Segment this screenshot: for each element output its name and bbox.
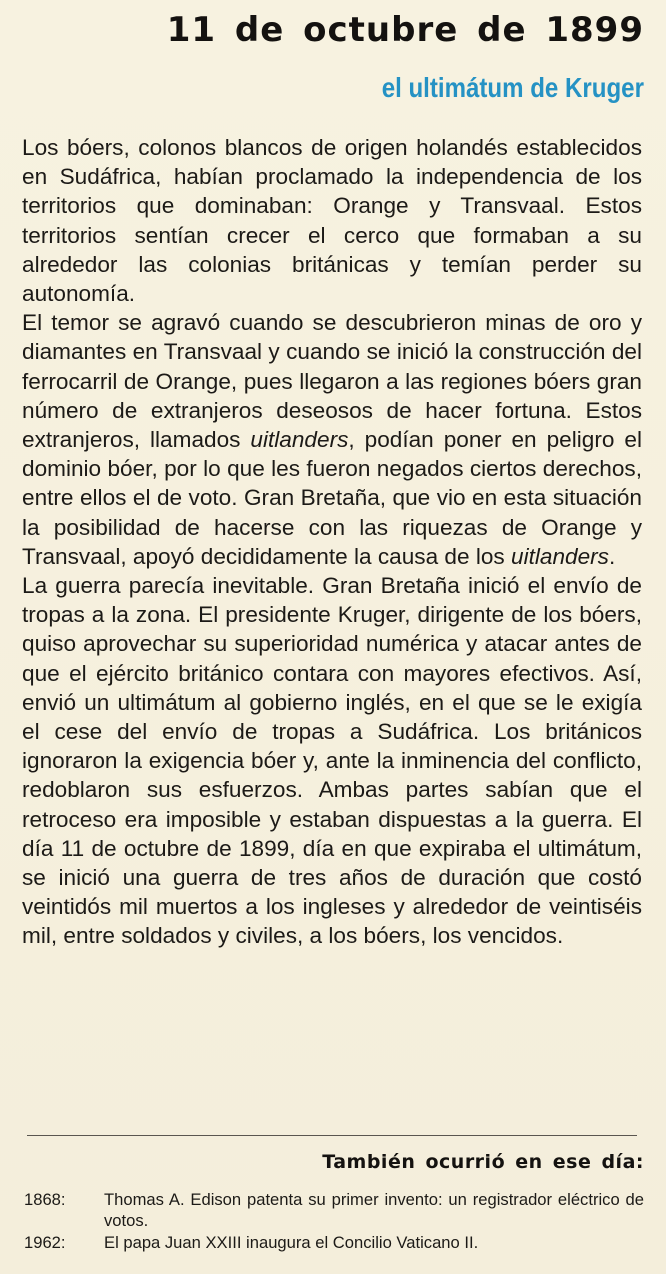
event-text: Thomas A. Edison patenta su primer invento: un registrador eléctrico de votos. <box>104 1190 644 1230</box>
article-body <box>22 133 642 951</box>
article-subtitle: el ultimátum de Kruger <box>381 72 644 103</box>
event-year: 1868: <box>24 1190 66 1209</box>
term-uitlanders: uitlanders <box>250 427 349 453</box>
section-divider <box>27 1135 637 1136</box>
paragraph-1: Los bóers, colonos blancos de origen holandés establecidos en Sudáfrica, habían proclamado la independencia de los territorios que dominaban: Orange y Transvaal. Estos territorios sentían crecer el cerco que formaban a su alrededor las colonias británicas y temían perder su autonomía. <box>22 135 642 307</box>
date-title: 11 de octubre de 1899 <box>166 10 644 50</box>
event-text: El papa Juan XXIII inaugura el Concilio Vaticano II. <box>104 1233 479 1252</box>
paragraph-2: El temor se agravó cuando se descubrieron minas de oro y diamantes en Transvaal y cuando se inició la construcción del ferrocarril de Orange, pues llegaron a las regiones bóers gran número de extranjeros deseosos de hacer fortuna. Estos extranjeros, llamados uitlanders, podían poner en peligro el dominio bóer, por lo que les fueron negados ciertos derechos, entre ellos el de voto. Gran Bretaña, que vio en esta situación la posibilidad de hacerse con las riquezas de Orange y Transvaal, apoyó decididamente la causa de los uitlanders. <box>22 310 642 569</box>
event-year: 1962: <box>24 1233 66 1252</box>
events-list <box>24 1189 644 1254</box>
list-item <box>24 1232 644 1253</box>
also-happened-heading: También ocurrió en ese día: <box>322 1151 644 1173</box>
paragraph-3: La guerra parecía inevitable. Gran Bretaña inició el envío de tropas a la zona. El presidente Kruger, dirigente de los bóers, quiso aprovechar su superioridad numérica y atacar antes de que el ejército británico contara con mayores efectivos. Así, envió un ultimátum al gobierno inglés, en el que se le exigía el cese del envío de tropas a Sudáfrica. Los británicos ignoraron la exigencia bóer y, ante la inminencia del conflicto, redoblaron sus esfuerzos. Ambas partes sabían que el retroceso era imposible y estaban dispuestas a la guerra. El día 11 de octubre de 1899, día en que expiraba el ultimátum, se inició una guerra de tres años de duración que costó veintidós mil muertos a los ingleses y alrededor de veintiséis mil, entre soldados y civiles, a los bóers, los vencidos. <box>22 573 642 949</box>
list-item <box>24 1189 644 1231</box>
term-uitlanders: uitlanders <box>511 543 609 569</box>
